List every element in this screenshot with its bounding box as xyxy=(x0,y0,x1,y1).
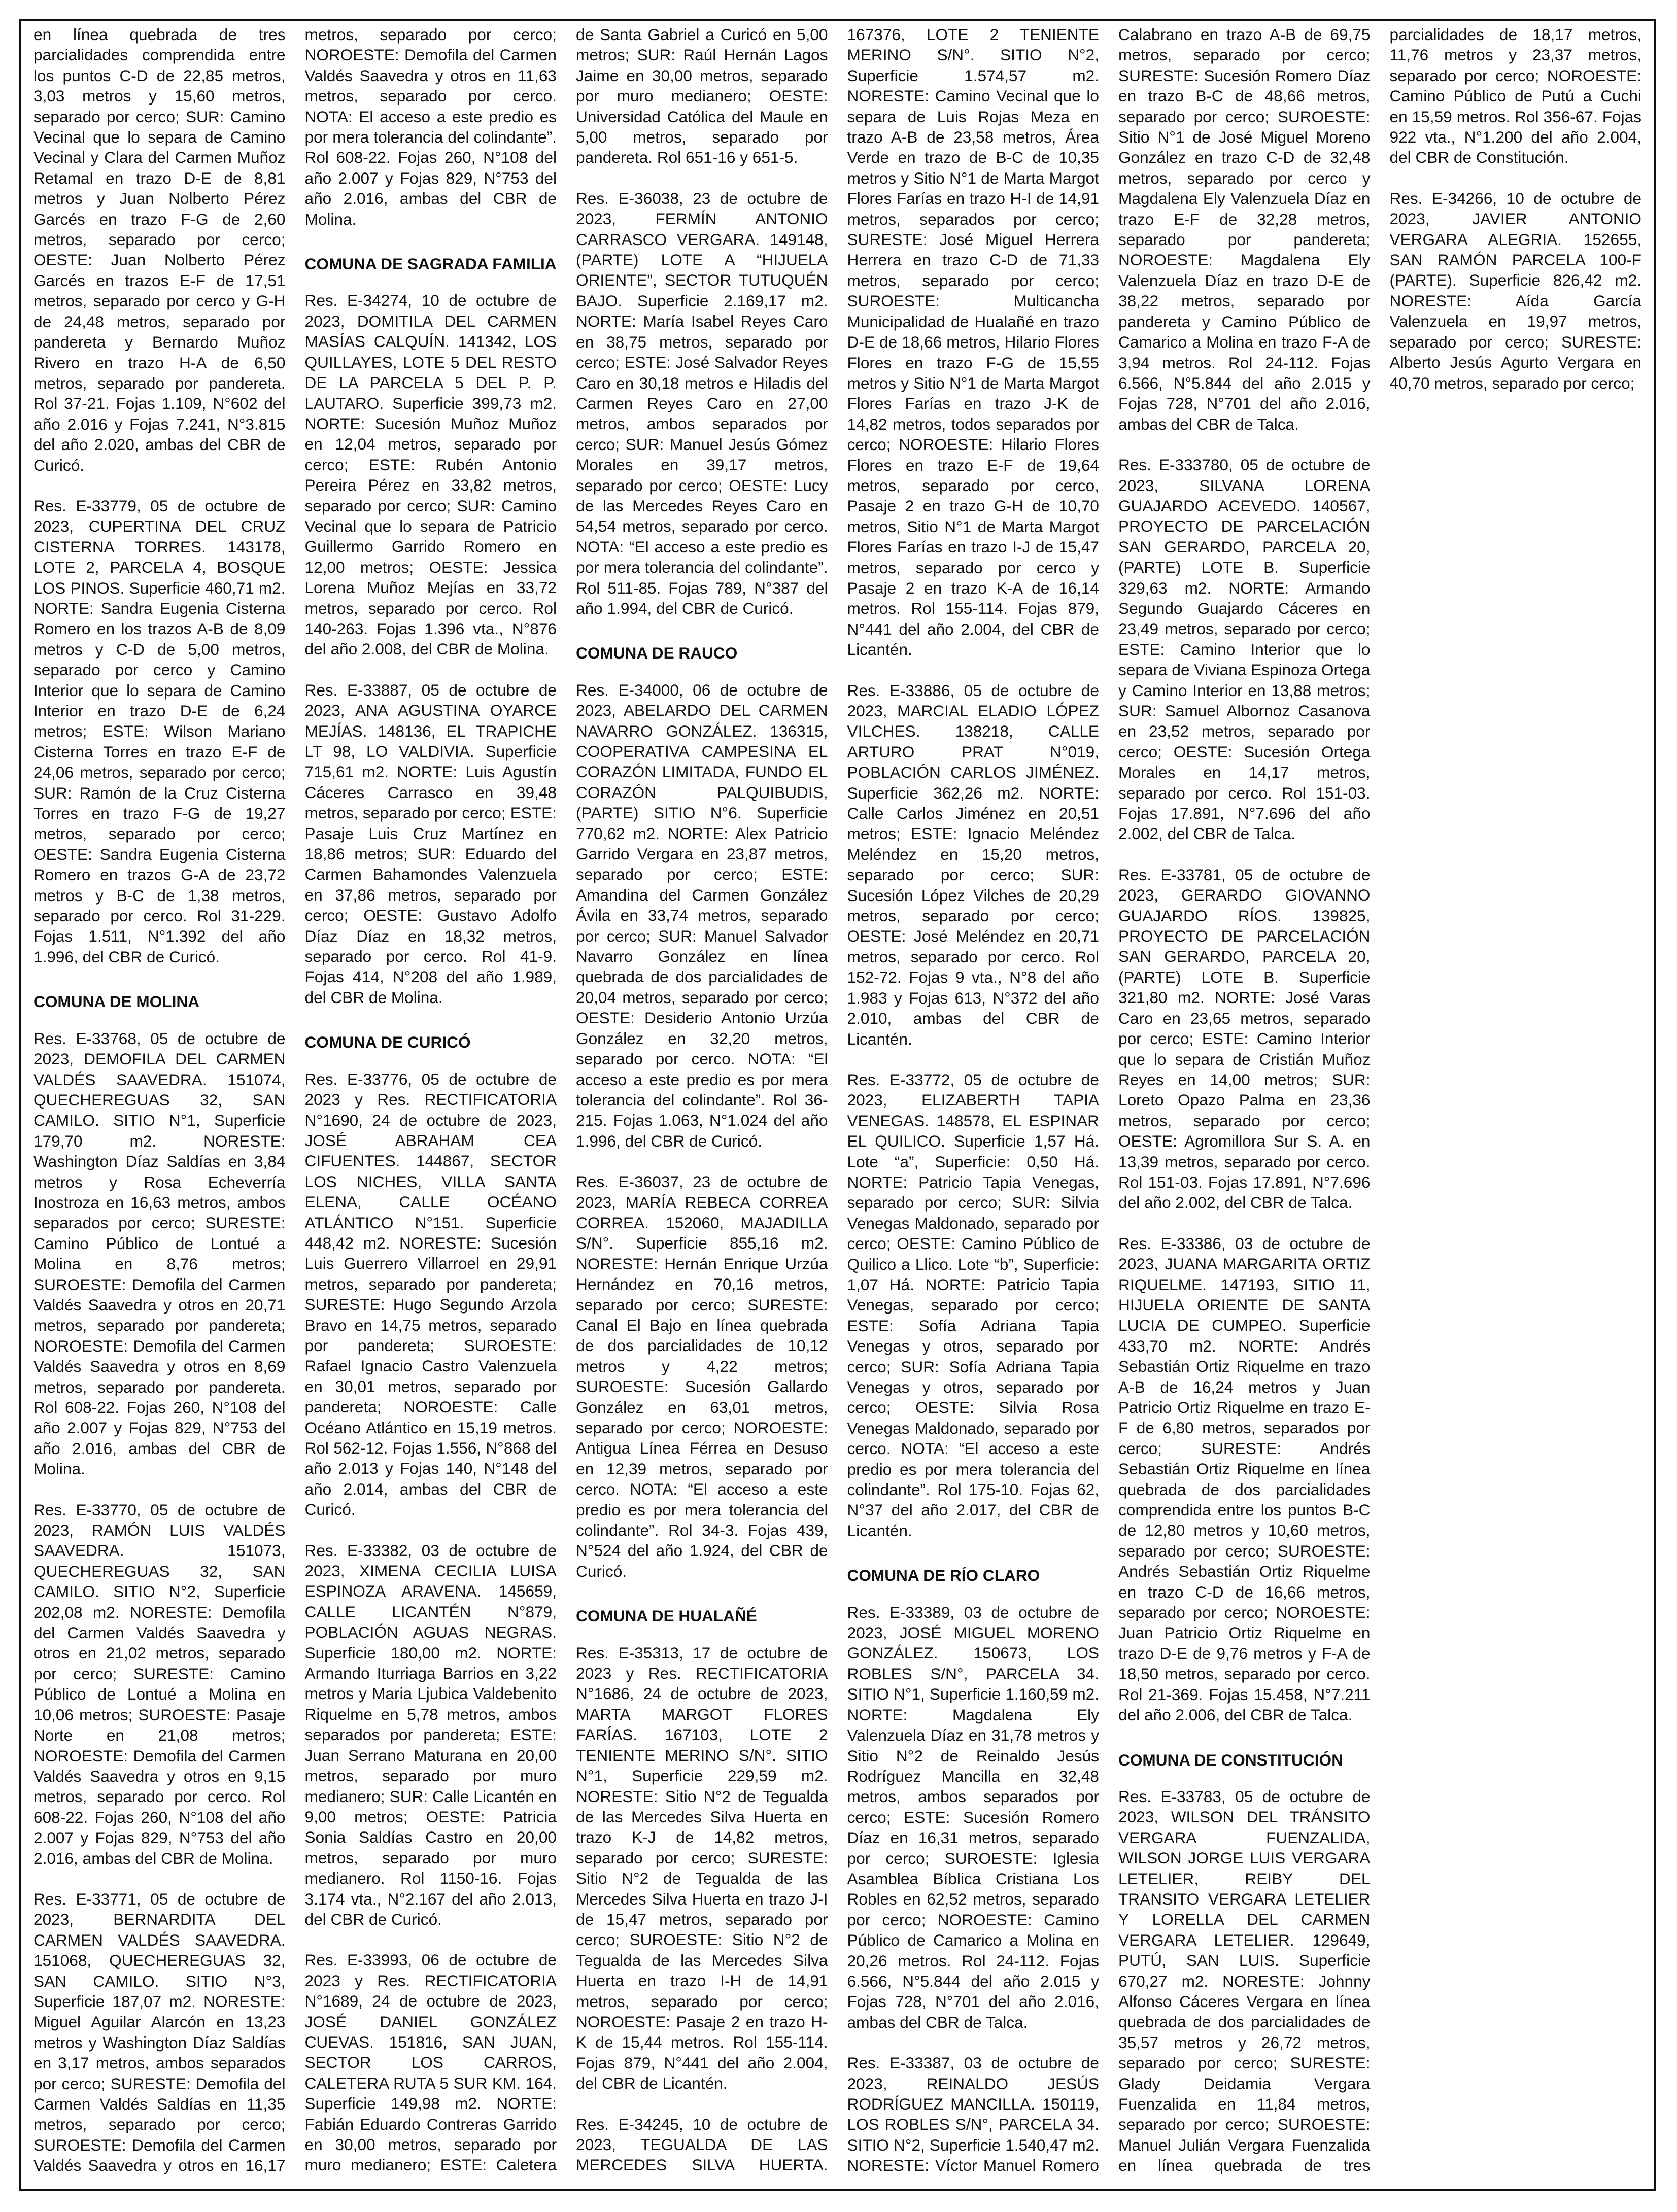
notice-entry: Res. E-34274, 10 de octubre de 2023, DOMITILA DEL CARMEN MASÍAS CALQUÍN. 141342, LOS QUILLAYES, LOTE 5 DEL RESTO DE LA PARCELA 5 DEL P. P. LAUTARO. Superficie 399,73 m2. NORTE: Sucesión Muñoz Muñoz en 12,04 metros, separado por cerco; ESTE: Rubén Antonio Pereira Pérez en 33,82 metros, separado por cerco; SUR: Camino Vecinal que lo separa de Patricio Guillermo Garrido Romero en 12,00 metros; OESTE: Jessica Lorena Muñoz Mejías en 33,72 metros, separado por cerco. Rol 140-263. Fojas 1.396 vta., N°876 del año 2.008, del CBR de Molina. xyxy=(304,291,557,659)
notice-entry: Res. E-36037, 23 de octubre de 2023, MARÍA REBECA CORREA CORREA. 152060, MAJADILLA S/N°. Superficie 855,16 m2. NORESTE: Hernán Enrique Urzúa Hernández en 70,16 metros, separado por cerco; SURESTE: Canal El Bajo en línea quebrada de dos parcialidades de 10,12 metros y 4,22 metros; SUROESTE: Sucesión Gallardo González en 63,01 metros, separado por cerco; NOROESTE: Antigua Línea Férrea en Desuso en 12,39 metros, separado por cerco. NOTA: “El acceso a este predio es por mera tolerancia del colindante”. Rol 34-3. Fojas 439, N°524 del año 1.924, del CBR de Curicó. xyxy=(576,1172,828,1580)
section-heading: COMUNA DE MOLINA xyxy=(33,992,200,1011)
notice-entry: Res. E-33993, 06 de octubre de 2023 y Res. RECTIFICATORIA N°1689, 24 de octubre de 2023, JOSÉ DANIEL GONZÁLEZ CUEVAS. 151816, SAN JUAN, SECTOR LOS CARROS, CALETERA RUTA 5 SUR KM. 164. Superficie 149,98 m2. NORTE: Fabián Eduardo Contreras Garrido en 30,00 metros, separado por muro medianero; ESTE: Caletera de Santa Gabriel a Curicó en 5,00 metros; SUR: Raúl Hernán Lagos Jaime en 30,00 metros, separado por muro medianero; OESTE: Universidad Católica del Maule en 5,00 metros, separado por pandereta. Rol 651-16 y 651-5. xyxy=(304,25,828,2174)
notice-entry: en línea quebrada de tres parcialidades comprendida entre los puntos C-D de 22,85 metros, 3,03 metros y 15,60 metros, separado por cerco; SUR: Camino Vecinal que lo separa de Camino Vecinal y Clara del Carmen Muñoz Retamal en trazo D-E de 8,81 metros y Juan Nolberto Pérez Garcés en trazo F-G de 2,60 metros, separado por cerco; OESTE: Juan Nolberto Pérez Garcés en trazos E-F de 17,51 metros, separado por cerco y G-H de 24,48 metros, separado por pandereta y Bernardo Muñoz Rivero en trazo H-A de 6,50 metros, separado por pandereta. Rol 37-21. Fojas 1.109, N°602 del año 2.016 y Fojas 7.241, N°3.815 del año 2.020, ambas del CBR de Curicó. xyxy=(33,25,286,474)
section-heading: COMUNA DE RAUCO xyxy=(576,644,738,663)
section-heading: COMUNA DE HUALAÑÉ xyxy=(576,1607,757,1626)
notice-entry: Res. E-34245, 10 de octubre de 2023, TEGUALDA DE LAS MERCEDES SILVA HUERTA. 167376, LOTE 2 TENIENTE MERINO S/N°. SITIO N°2, Superficie 1.574,57 m2. NORESTE: Camino Vecinal que lo separa de Luis Rojas Meza en trazo A-B de 23,58 metros, Área Verde en trazo de B-C de 10,35 metros y Sitio N°1 de Marta Margot Flores Farías en trazo H-I de 14,91 metros, separados por cerco; SURESTE: José Miguel Herrera Herrera en trazo C-D de 71,33 metros, separado por cerco; SUROESTE: Multicancha Municipalidad de Hualañé en trazo D-E de 18,66 metros, Hilario Flores Flores en trazo F-G de 15,55 metros y Sitio N°1 de Marta Margot Flores Farías en trazo J-K de 14,82 metros, todos separados por cerco; NOROESTE: Hilario Flores Flores en trazo E-F de 19,64 metros, separado por cerco, Pasaje 2 en trazo G-H de 10,70 metros, Sitio N°1 de Marta Margot Flores Farías en trazo I-J de 15,47 metros, separado por cerco y Pasaje 2 en trazo K-A de 16,14 metros. Rol 155-114. Fojas 879, N°441 del año 2.004, del CBR de Licantén. xyxy=(576,25,1099,2174)
section-heading: COMUNA DE SAGRADA FAMILIA xyxy=(304,255,557,273)
notice-entry: Res. E-33386, 03 de octubre de 2023, JUANA MARGARITA ORTIZ RIQUELME. 147193, SITIO 11, HIJUELA ORIENTE DE SANTA LUCIA DE CUMPEO. Superficie 433,70 m2. NORTE: Andrés Sebastián Ortiz Riquelme en trazo A-B de 16,24 metros y Juan Patricio Ortiz Riquelme en trazo E-F de 6,80 metros, separados por cerco; SURESTE: Andrés Sebastián Ortiz Riquelme en línea quebrada de dos parcialidades comprendida entre los puntos B-C de 12,80 metros y 10,60 metros, separado por cerco; SUROESTE: Andrés Sebastián Ortiz Riquelme en trazo C-D de 16,66 metros, separado por cerco; NOROESTE: Juan Patricio Ortiz Riquelme en trazo D-E de 9,76 metros y F-A de 18,50 metros, separado por cerco. Rol 21-369. Fojas 15.458, N°7.211 del año 2.006, del CBR de Talca. xyxy=(1118,1234,1371,1724)
notice-entry: Res. E-33886, 05 de octubre de 2023, MARCIAL ELADIO LÓPEZ VILCHES. 138218, CALLE ARTURO PRAT N°019, POBLACIÓN CARLOS JIMÉNEZ. Superficie 362,26 m2. NORTE: Calle Carlos Jiménez en 20,51 metros; ESTE: Ignacio Meléndez Meléndez en 15,20 metros, separado por cerco; SUR: Sucesión López Vilches de 20,29 metros, separado por cerco; OESTE: José Meléndez en 20,71 metros, separado por cerco. Rol 152-72. Fojas 9 vta., N°8 del año 1.983 y Fojas 613, N°372 del año 2.010, ambas del CBR de Licantén. xyxy=(847,681,1099,1048)
notice-entry: Res. E-33772, 05 de octubre de 2023, ELIZABERTH TAPIA VENEGAS. 148578, EL ESPINAR EL QUILICO. Superficie 1,57 Há. Lote “a”, Superficie: 0,50 Há. NORTE: Patricio Tapia Venegas, separado por cerco; SUR: Silvia Venegas Maldonado, separado por cerco; OESTE: Camino Público de Quilico a Llico. Lote “b”, Superficie: 1,07 Há. NORTE: Patricio Tapia Venegas, separado por cerco; ESTE: Sofía Adriana Tapia Venegas y otros, separado por cerco; SUR: Sofía Adriana Tapia Venegas y otros, separado por cerco; OESTE: Silvia Rosa Venegas Maldonado, separado por cerco. NOTA: “El acceso a este predio es por mera tolerancia del colindante”. Rol 175-10. Fojas 62, N°37 del año 2.017, del CBR de Licantén. xyxy=(847,1070,1099,1540)
notice-entry: Res. E-33781, 05 de octubre de 2023, GERARDO GIOVANNO GUAJARDO RÍOS. 139825, PROYECTO DE PARCELACIÓN SAN GERARDO, PARCELA 20, (PARTE) LOTE B. Superficie 321,80 m2. NORTE: José Varas Caro en 23,65 metros, separado por cerco; ESTE: Camino Interior que lo separa de Cristián Muñoz Reyes en 14,00 metros; SUR: Loreto Opazo Palma en 23,36 metros, separado por cerco; OESTE: Agromillora Sur S. A. en 13,39 metros, separado por cerco. Rol 151-03. Fojas 17.891, N°7.696 del año 2.002, del CBR de Talca. xyxy=(1118,865,1371,1212)
notice-entry: Res. E-33387, 03 de octubre de 2023, REINALDO JESÚS RODRÍGUEZ MANCILLA. 150119, LOS ROBLES S/N°, PARCELA 34. SITIO N°2, Superficie 1.540,47 m2. NORESTE: Víctor Manuel Romero Calabrano en trazo A-B de 69,75 metros, separado por cerco; SURESTE: Sucesión Romero Díaz en trazo B-C de 48,66 metros, separado por cerco; SUROESTE: Sitio N°1 de José Miguel Moreno González en trazo C-D de 32,48 metros, separado por cerco y Magdalena Ely Valenzuela Díaz en trazo E-F de 32,28 metros, separado por pandereta; NOROESTE: Magdalena Ely Valenzuela Díaz en trazo D-E de 38,22 metros, separado por pandereta y Camino Público de Camarico a Molina en trazo F-A de 3,94 metros. Rol 24-112. Fojas 6.566, N°5.844 del año 2.015 y Fojas 728, N°701 del año 2.016, ambas del CBR de Talca. xyxy=(847,25,1371,2175)
section-heading: COMUNA DE CONSTITUCIÓN xyxy=(1118,1750,1343,1769)
notice-entry: Res. E-33389, 03 de octubre de 2023, JOSÉ MIGUEL MORENO GONZÁLEZ. 150673, LOS ROBLES S/N°, PARCELA 34. SITIO N°1, Superficie 1.160,59 m2. NORTE: Magdalena Ely Valenzuela Díaz en 31,78 metros y Sitio N°2 de Reinaldo Jesús Rodríguez Mancilla en 32,48 metros, ambos separados por cerco; ESTE: Sucesión Romero Díaz en 16,31 metros, separado por cerco; SUROESTE: Iglesia Asamblea Bíblica Cristiana Los Robles en 62,52 metros, separado por cerco; NOROESTE: Camino Público de Camarico a Molina en 20,26 metros. Rol 24-112. Fojas 6.566, N°5.844 del año 2.015 y Fojas 728, N°701 del año 2.016, ambas del CBR de Talca. xyxy=(847,1603,1099,2031)
notice-entry: Res. E-33768, 05 de octubre de 2023, DEMOFILA DEL CARMEN VALDÉS SAAVEDRA. 151074, QUECHEREGUAS 32, SAN CAMILO. SITIO N°1, Superficie 179,70 m2. NORESTE: Washington Díaz Saldías en 3,84 metros y Rosa Echeverría Inostroza en 16,63 metros, ambos separados por cerco; SURESTE: Camino Público de Lontué a Molina en 8,76 metros; SUROESTE: Demofila del Carmen Valdés Saavedra y otros en 20,71 metros, separado por pandereta; NOROESTE: Demofila del Carmen Valdés Saavedra y otros en 8,69 metros, separado por pandereta. Rol 608-22. Fojas 260, N°108 del año 2.007 y Fojas 829, N°753 del año 2.016, ambas del CBR de Molina. xyxy=(33,1029,286,1478)
page-frame xyxy=(19,19,1656,2191)
notice-entry: Res. E-33779, 05 de octubre de 2023, CUPERTINA DEL CRUZ CISTERNA TORRES. 143178, LOTE 2, PARCELA 4, BOSQUE LOS PINOS. Superficie 460,71 m2. NORTE: Sandra Eugenia Cisterna Romero en los trazos A-B de 8,09 metros y C-D de 5,00 metros, separado por cerco y Camino Interior que lo separa de Camino Interior en trazo D-E de 6,24 metros; ESTE: Wilson Mariano Cisterna Torres en trazo E-F de 24,06 metros, separado por cerco; SUR: Ramón de la Cruz Cisterna Torres en trazo F-G de 19,27 metros, separado por cerco; OESTE: Sandra Eugenia Cisterna Romero en trazos G-A de 23,72 metros y B-C de 1,38 metros, separado por cerco. Rol 31-229. Fojas 1.511, N°1.392 del año 1.996, del CBR de Curicó. xyxy=(33,496,286,966)
notice-entry: Res. E-34266, 10 de octubre de 2023, JAVIER ANTONIO VERGARA ALEGRIA. 152655, SAN RAMÓN PARCELA 100-F (PARTE). Superficie 826,42 m2. NORESTE: Aída García Valenzuela en 19,97 metros, separado por cerco; SURESTE: Alberto Jesús Agurto Vergara en 40,70 metros, separado por cerco; xyxy=(1389,189,1641,392)
notice-entry: Res. E-333780, 05 de octubre de 2023, SILVANA LORENA GUAJARDO ACEVEDO. 140567, PROYECTO DE PARCELACIÓN SAN GERARDO, PARCELA 20, (PARTE) LOTE B. Superficie 329,63 m2. NORTE: Armando Segundo Guajardo Cáceres en 23,49 metros, separado por cerco; ESTE: Camino Interior que lo separa de Viviana Espinoza Ortega y Camino Interior en 13,88 metros; SUR: Samuel Albornoz Casanova en 23,52 metros, separado por cerco; OESTE: Sucesión Ortega Morales en 14,17 metros, separado por cerco. Rol 151-03. Fojas 17.891, N°7.696 del año 2.002, del CBR de Talca. xyxy=(1118,456,1371,843)
notice-entry: Res. E-33770, 05 de octubre de 2023, RAMÓN LUIS VALDÉS SAAVEDRA. 151073, QUECHEREGUAS 32, SAN CAMILO. SITIO N°2, Superficie 202,08 m2. NORESTE: Demofila del Carmen Valdés Saavedra y otros en 21,02 metros, separado por cerco; SURESTE: Camino Público de Lontué a Molina en 10,06 metros; SUROESTE: Pasaje Norte en 21,08 metros; NOROESTE: Demofila del Carmen Valdés Saavedra y otros en 9,15 metros, separado por cerco. Rol 608-22. Fojas 260, N°108 del año 2.007 y Fojas 829, N°753 del año 2.016, ambas del CBR de Molina. xyxy=(33,1500,286,1868)
notice-entry: Res. E-33771, 05 de octubre de 2023, BERNARDITA DEL CARMEN VALDÉS SAAVEDRA. 151068, QUECHEREGUAS 32, SAN CAMILO. SITIO N°3, Superficie 187,07 m2. NORESTE: Miguel Aguilar Alarcón en 13,23 metros y Washington Díaz Saldías en 3,17 metros, ambos separados por cerco; SURESTE: Demofila del Carmen Valdés Saldías en 11,35 metros, separado por cerco; SUROESTE: Demofila del Carmen Valdés Saavedra y otros en 16,17 metros, separado por cerco; NOROESTE: Demofila del Carmen Valdés Saavedra y otros en 11,63 metros, separado por cerco. NOTA: El acceso a este predio es por mera tolerancia del colindante”. Rol 608-22. Fojas 260, N°108 del año 2.007 y Fojas 829, N°753 del año 2.016, ambas del CBR de Molina. xyxy=(33,25,557,2175)
notice-entry: Res. E-35313, 17 de octubre de 2023 y Res. RECTIFICATORIA N°1686, 24 de octubre de 2023, MARTA MARGOT FLORES FARÍAS. 167103, LOTE 2 TENIENTE MERINO S/N°. SITIO N°1, Superficie 229,59 m2. NORESTE: Sitio N°2 de Tegualda de las Mercedes Silva Huerta en trazo K-J de 14,82 metros, separado por cerco; SURESTE: Sitio N°2 de Tegualda de las Mercedes Silva Huerta en trazo J-I de 15,47 metros, separado por cerco; SUROESTE: Sitio N°2 de Tegualda de las Mercedes Silva Huerta en trazo I-H de 14,91 metros, separado por cerco; NOROESTE: Pasaje 2 en trazo H-K de 15,44 metros. Rol 155-114. Fojas 879, N°441 del año 2.004, del CBR de Licantén. xyxy=(576,1643,828,2093)
notice-entry: Res. E-33783, 05 de octubre de 2023, WILSON DEL TRÁNSITO VERGARA FUENZALIDA, WILSON JORGE LUIS VERGARA LETELIER, REIBY DEL TRANSITO VERGARA LETELIER Y LORELLA DEL CARMEN VERGARA LETELIER. 129649, PUTÚ, SAN LUIS. Superficie 670,27 m2. NORESTE: Johnny Alfonso Cáceres Vergara en línea quebrada de dos parcialidades de 35,57 metros y 26,72 metros, separado por cerco; SURESTE: Glady Deidamia Vergara Fuenzalida en 11,84 metros, separado por cerco; SUROESTE: Manuel Julián Vergara Fuenzalida en línea quebrada de tres parcialidades de 18,17 metros, 11,76 metros y 23,37 metros, separado por cerco; NOROESTE: Camino Público de Putú a Cuchi en 15,59 metros. Rol 356-67. Fojas 922 vta., N°1.200 del año 2.004, del CBR de Constitución. xyxy=(1118,25,1641,2175)
notice-entry: Res. E-34000, 06 de octubre de 2023, ABELARDO DEL CARMEN NAVARRO GONZÁLEZ. 136315, COOPERATIVA CAMPESINA EL CORAZÓN LIMITADA, FUNDO EL CORAZÓN PALQUIBUDIS, (PARTE) SITIO N°6. Superficie 770,62 m2. NORTE: Alex Patricio Garrido Vergara en 23,87 metros, separado por cerco; ESTE: Amandina del Carmen González Ávila en 33,74 metros, separado por cerco; SUR: Manuel Salvador Navarro González en línea quebrada de dos parcialidades de 20,04 metros, separado por cerco; OESTE: Desiderio Antonio Urzúa González en 32,20 metros, separado por cerco. NOTA: “El acceso a este predio es por mera tolerancia del colindante”. Rol 36-215. Fojas 1.063, N°1.024 del año 1.996, del CBR de Curicó. xyxy=(576,680,828,1150)
notice-entry: Res. E-36038, 23 de octubre de 2023, FERMÍN ANTONIO CARRASCO VERGARA. 149148, (PARTE) LOTE A “HIJUELA ORIENTE”, SECTOR TUTUQUÉN BAJO. Superficie 2.169,17 m2. NORTE: María Isabel Reyes Caro en 38,75 metros, separado por cerco; ESTE: José Salvador Reyes Caro en 30,18 metros e Hiladis del Carmen Reyes Caro en 27,00 metros, ambos separados por cerco; SUR: Manuel Jesús Gómez Morales en 39,17 metros, separado por cerco; OESTE: Lucy de las Mercedes Reyes Caro en 54,54 metros, separado por cerco. NOTA: “El acceso a este predio es por mera tolerancia del colindante”. Rol 511-85. Fojas 789, N°387 del año 1.994, del CBR de Curicó. xyxy=(576,189,828,617)
notice-columns xyxy=(33,24,1641,2184)
notice-entry: Res. E-33382, 03 de octubre de 2023, XIMENA CECILIA LUISA ESPINOZA ARAVENA. 145659, CALLE LICANTÉN N°879, POBLACIÓN AGUAS NEGRAS. Superficie 180,00 m2. NORTE: Armando Iturriaga Barrios en 3,22 metros y Maria Ljubica Valdebenito Riquelme en 5,78 metros, ambos separados por pandereta; ESTE: Juan Serrano Maturana en 20,00 metros, separado por muro medianero; SUR: Calle Licantén en 9,00 metros; OESTE: Patricia Sonia Saldías Castro en 20,00 metros, separado por muro medianero. Rol 1150-16. Fojas 3.174 vta., N°2.167 del año 2.013, del CBR de Curicó. xyxy=(304,1541,557,1928)
section-heading: COMUNA DE CURICÓ xyxy=(304,1033,471,1052)
section-heading: COMUNA DE RÍO CLARO xyxy=(847,1566,1040,1585)
notice-entry: Res. E-33887, 05 de octubre de 2023, ANA AGUSTINA OYARCE MEJÍAS. 148136, EL TRAPICHE LT 98, LO VALDIVIA. Superficie 715,61 m2. NORTE: Luis Agustín Cáceres Carrasco en 39,48 metros, separado por cerco; ESTE: Pasaje Luis Cruz Martínez en 18,86 metros; SUR: Eduardo del Carmen Bahamondes Valenzuela en 37,86 metros, separado por cerco; OESTE: Gustavo Adolfo Díaz Díaz en 18,32 metros, separado por cerco. Rol 41-9. Fojas 414, N°208 del año 1.989, del CBR de Molina. xyxy=(304,680,557,1007)
notice-entry: Res. E-33776, 05 de octubre de 2023 y Res. RECTIFICATORIA N°1690, 24 de octubre de 2023, JOSÉ ABRAHAM CEA CIFUENTES. 144867, SECTOR LOS NICHES, VILLA SANTA ELENA, CALLE OCÉANO ATLÁNTICO N°151. Superficie 448,42 m2. NORESTE: Sucesión Luis Guerrero Villarroel en 29,91 metros, separado por pandereta; SURESTE: Hugo Segundo Arzola Bravo en 14,75 metros, separado por pandereta; SUROESTE: Rafael Ignacio Castro Valenzuela en 30,01 metros, separado por pandereta; NOROESTE: Calle Océano Atlántico en 15,19 metros. Rol 562-12. Fojas 1.556, N°868 del año 2.013 y Fojas 140, N°148 del año 2.014, ambas del CBR de Curicó. xyxy=(304,1069,557,1519)
